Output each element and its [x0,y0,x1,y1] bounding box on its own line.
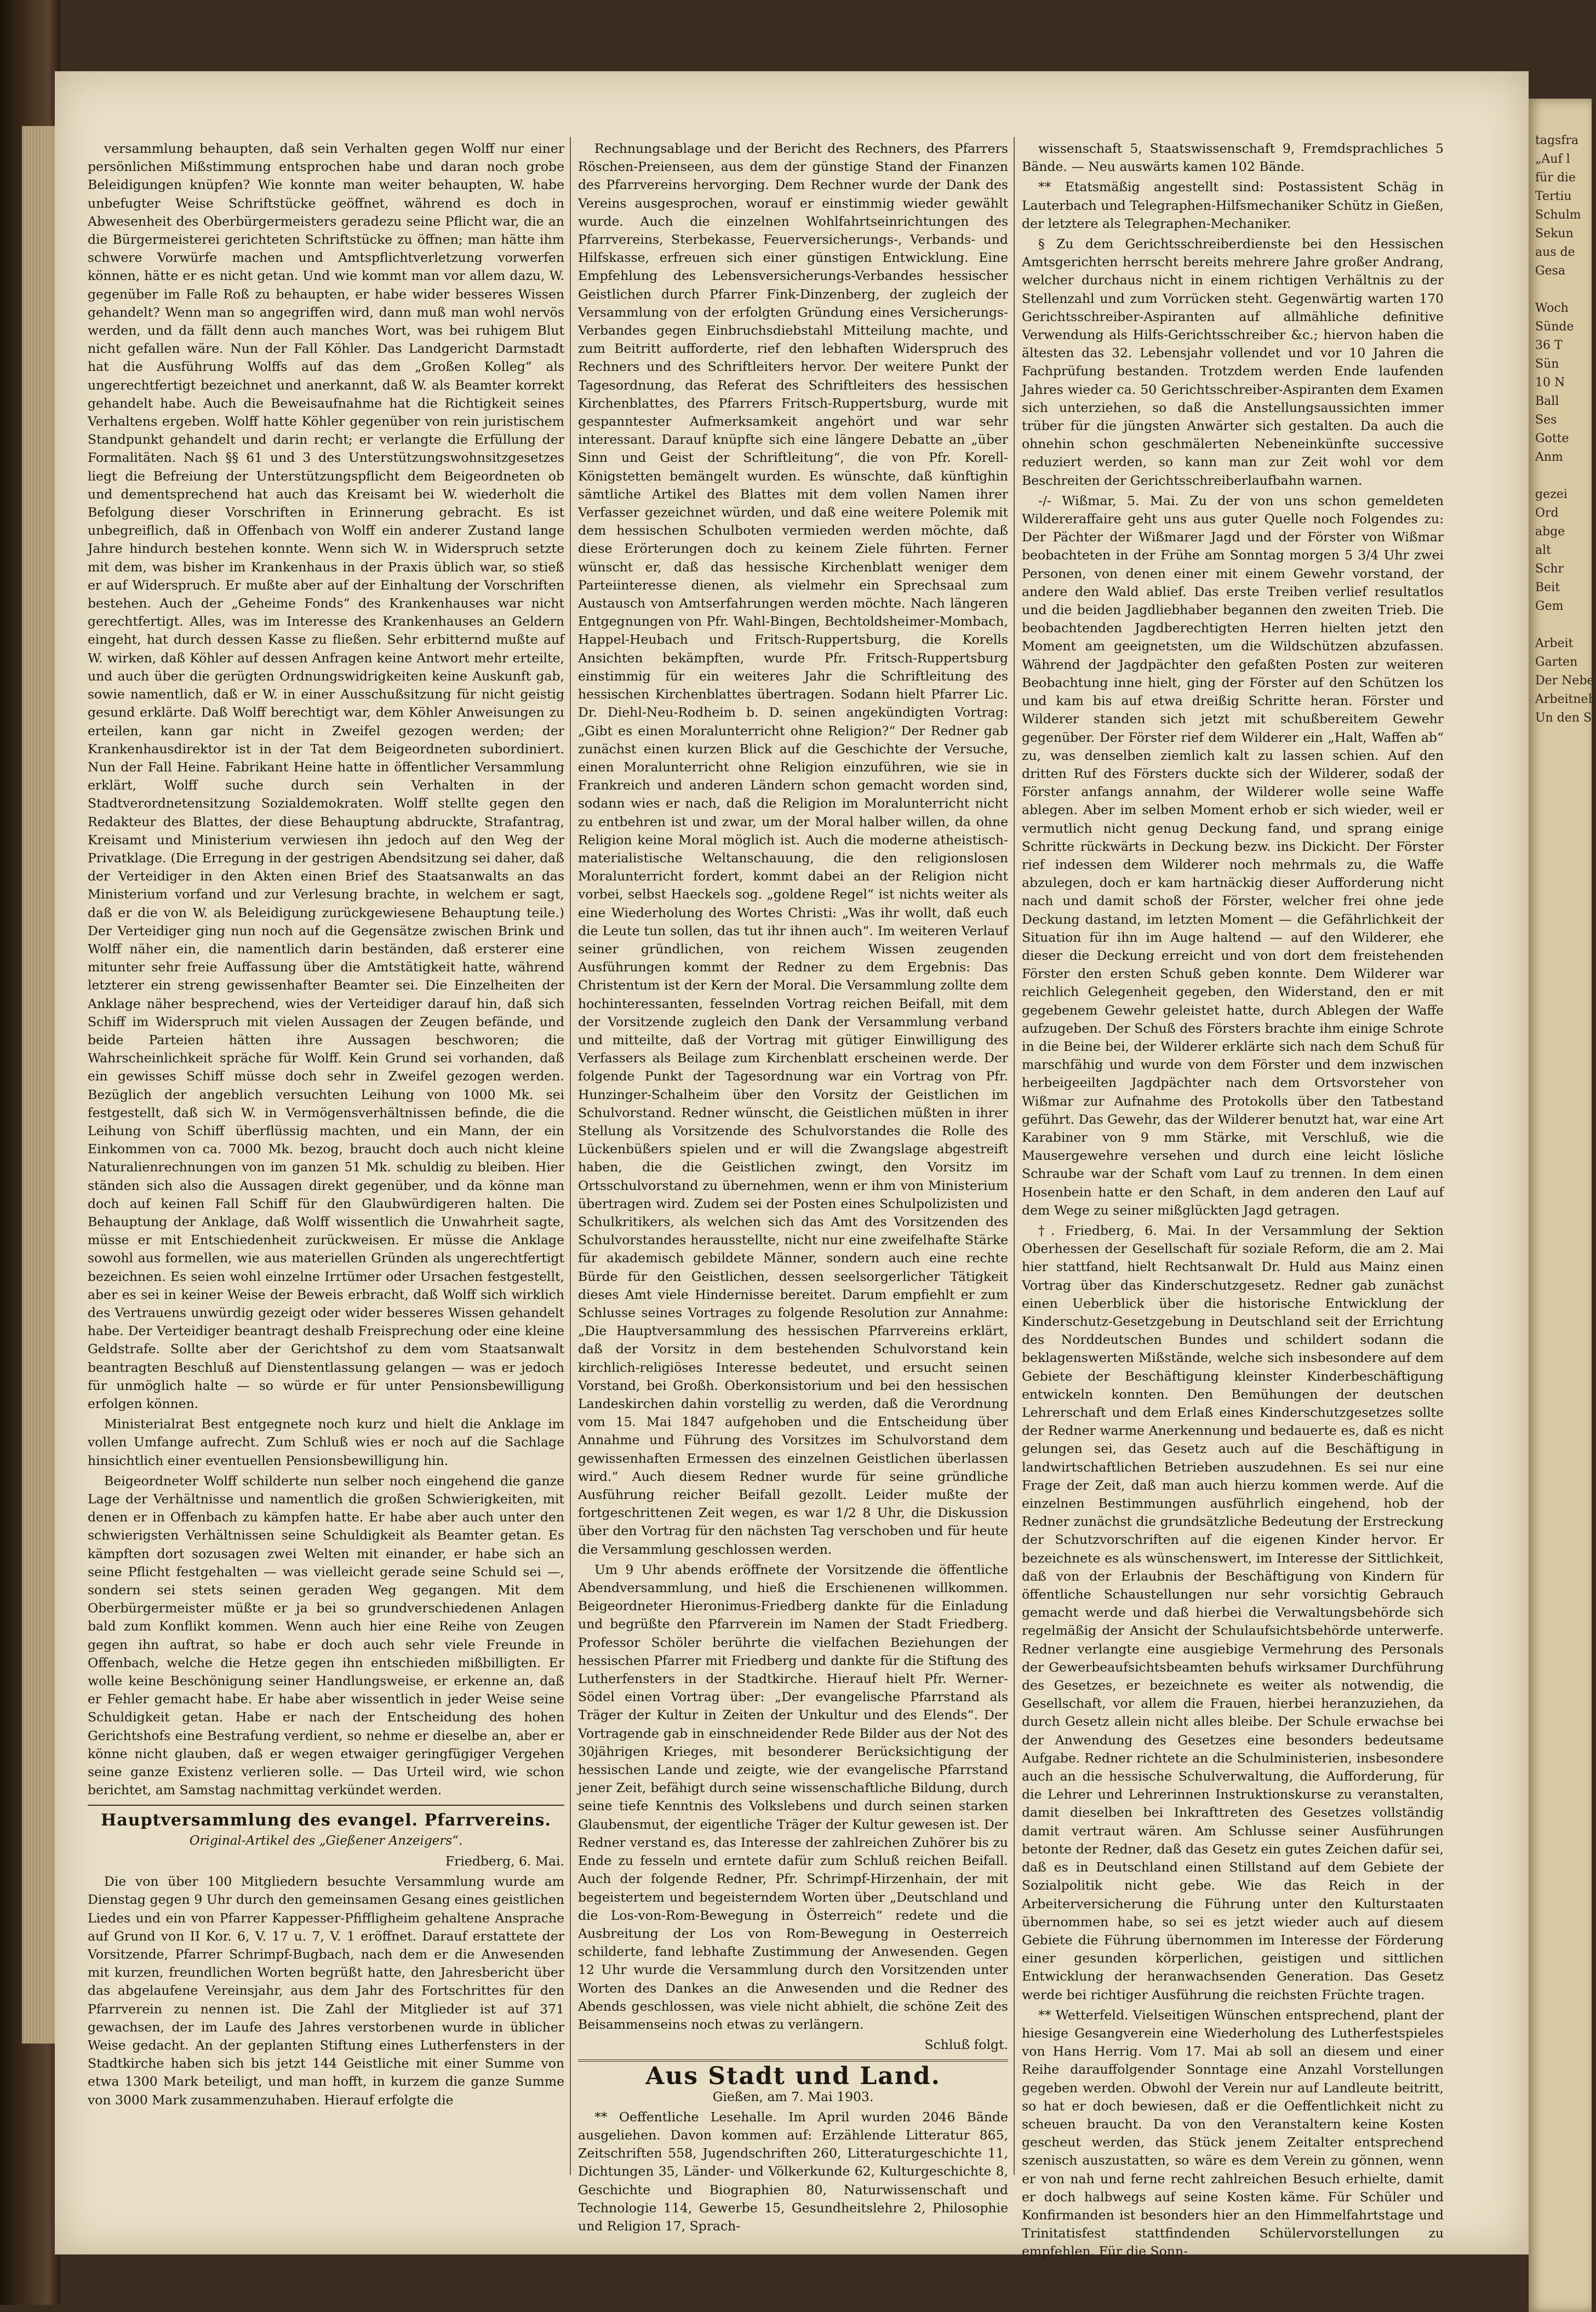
col3-paragraph-3: § Zu dem Gerichtsschreiberdienste bei den Hessischen Amtsgerichten herrscht bereits mehrere Jahre großer Andrang, welcher durchaus nicht in einem richtigen Verhältnis zu der Stellenzahl und zum Vorrücken steht. Gegenwärtig warten 170 Gerichtsschreiber-Aspiranten auf allmähliche definitive Verwendung als Hilfs-Gerichtsschreiber &c.; hiervon haben die ältesten das 32. Lebensjahr vollendet und vor 10 Jahren die Fachprüfung bestanden. Trotzdem werden Ende laufenden Jahres wieder ca. 50 Gerichtsschreiber-Aspiranten dem Examen sich unterziehen, so daß die Anstellungsaussichten immer trüber für die jüngsten Anwärter sich gestalten. Da auch die ohnehin schon geschmälerten Nebeneinkünfte successive reduziert werden, so kann man zur Zeit wohl vor dem Beschreiten der Gerichtsschreiberlaufbahn warnen. [1022,236,1444,488]
next-page-fragment: Ball [1535,394,1559,408]
col1-paragraph-3: Beigeordneter Wolff schilderte nun selber noch eingehend die ganze Lage der Verhältnisse und namentlich die großen Schwierigkeiten, mit denen er in Offenbach zu kämpfen hatte. Er habe aber auch unter den schwierigsten Verhältnissen seine Schuldigkeit als Beamter getan. Es kämpften dort sozusagen zwei Welten mit einander, er habe sich an seine Pflicht festgehalten — was vielleicht gerade seine Schuld sei —, sondern sei stets seinen geraden Weg gegangen. Mit dem Oberbürgermeister müßte er ja bei so grundverschiedenen Anlagen bald zum Konflikt kommen. Wenn auch hier eine Reihe von Zeugen gegen ihn auftrat, so habe er doch auch sehr viele Freunde in Offenbach, welche die Hetze gegen ihn entschieden mißbilligten. Er wolle keine Beschönigung seiner Handlungsweise, er erkenne an, daß er Fehler gemacht habe. Er habe aber wissentlich in jeder Weise seine Schuldigkeit getan. Habe er nach der Entscheidung des hohen Gerichtshofs eine Bestrafung verdient, so nehme er dieselbe an, aber er könne nicht glauben, daß er wegen etwaiger geringfügiger Vergehen seine ganze Existenz verlieren solle. — Das Urteil wird, wie schon berichtet, am Samstag nachmittag verkündet werden. [88,1473,564,1798]
next-page-fragment: Gesa [1535,264,1565,278]
column-rule-2 [1014,137,1015,2175]
col3-paragraph-4: -/- Wißmar, 5. Mai. Zu der von uns schon gemeldeten Wildereraffaire geht uns aus guter Quelle noch Folgendes zu: Der Pächter der Wißmarer Jagd und der Förster von Wißmar beobachteten in der Frühe am Sonntag morgen 5 3/4 Uhr zwei Personen, von denen einer mit einem Gewehr vorstand, der andere den Wald ablief. Das erste Treiben verlief resultatlos und die beiden Jagdliebhaber begannen den zweiten Trieb. Die beobachtenden Jagdberechtigten Herren hielten jetzt den Moment am geeignetsten, um die Wildschützen abzufassen. Während der Jagdpächter den gefaßten Posten zur weiteren Beobachtung inne hielt, ging der Förster auf den Schützen los und kam bis auf etwa dreißig Schritte heran. Förster und Wilderer standen sich jetzt mit schußbereitem Gewehr gegenüber. Der Förster rief dem Wilderer ein „Halt, Waffen ab“ zu, was denselben ziemlich kalt zu lassen schien. Auf den dritten Ruf des Försters duckte sich der Wilderer, sodaß der Förster anfangs annahm, der Wilderer wolle seine Waffe ablegen. Aber im selben Moment erhob er sich wieder, weil er vermutlich nicht genug Deckung fand, und sprang einige Schritte rückwärts in Deckung bezw. ins Dickicht. Der Förster rief indessen dem Wilderer noch mehrmals zu, die Waffe abzulegen, doch er kam hartnäckig dieser Aufforderung nicht nach und damit schoß der Förster, welcher frei ohne jede Deckung dastand, im letzten Moment — die Gefährlichkeit der Situation für ihn im Auge haltend — auf den Wilderer, ehe dieser die Deckung erreicht und von dort dem freistehenden Förster den ersten Schuß geben konnte. Dem Wilderer war reichlich Gelegenheit gegeben, den Widerstand, den er mit gegebenem Gewehr geleistet hatte, durch Ablegen der Waffe aufzugeben. Der Schuß des Försters brachte ihm einige Schrote in die Beine bei, der Wilderer erklärte sich nach dem Schuß für marschfähig und wurde von dem Förster und dem inzwischen herbeigeeilten Jagdpächter nach dem Ortsvorsteher von Wißmar zur Aufnahme des Protokolls über den Tatbestand geführt. Das Gewehr, das der Wilderer benutzt hat, war eine Art Karabiner von 9 mm Stärke, mit Verschluß, wie die Mausergewehre versehen und durch eine leicht lösliche Schraube war der Schaft vom Lauf zu trennen. In dem einen Hosenbein hatte er den Schaft, in dem anderen den Lauf auf dem Wege zu seiner mißglückten Jagd getragen. [1022,493,1444,1218]
next-page-fragment: Schulm [1535,208,1581,222]
col2-paragraph-1: Rechnungsablage und der Bericht des Rechners, des Pfarrers Röschen-Preienseen, aus dem der günstige Stand der Finanzen des Pfarrvereins hervorging. Dem Rechner wurde der Dank des Vereins ausgesprochen, worauf er einstimmig wieder gewählt wurde. Auch die einzelnen Wohlfahrtseinrichtungen des Pfarrvereins, Sterbekasse, Feuerversicherungs-, Verbands- und Hilfskasse, erfreuen sich einer günstigen Entwicklung. Eine Empfehlung des Lebensversicherungs-Verbandes hessischer Geistlichen durch Pfarrer Fink-Dinzenberg, der zugleich der Versammlung von der erfolgten Gründung eines Versicherungs-Verbandes gegen Einbruchsdiebstahl Mitteilung machte, und zum Beitritt aufforderte, rief den lebhaften Widerspruch des Rechners und des Schriftleiters hervor. Der weitere Punkt der Tagesordnung, das Referat des Schriftleiters des hessischen Kirchenblattes, des Pfarrers Fritsch-Ruppertsburg, wurde mit gespanntester Aufmerksamkeit angehört und war sehr interessant. Darauf knüpfte sich eine längere Debatte an „über Sinn und Geist der Schriftleitung“, die von Pfr. Korell-Königstetten bemängelt wurden. Es wünschte, daß künftighin sämtliche Artikel des Blattes mit dem vollen Namen ihrer Verfasser gezeichnet würden, und daß eine weitere Polemik mit dem hessischen Schulboten vermieden werden möchte, daß diese Erörterungen doch zu keinem Ziele führten. Ferner wünscht er, daß das hessische Kirchenblatt weniger dem Parteiinteresse dienen, als vielmehr ein Sprechsaal zum Austausch von Amtserfahrungen werden möchte. Nach längeren Entgegnungen von Pfr. Wahl-Bingen, Bechtoldsheimer-Mombach, Happel-Heubach und Fritsch-Ruppertsburg, die Korells Ansichten bekämpften, wurde Pfr. Fritsch-Ruppertsburg einstimmig für ein weiteres Jahr die Schriftleitung des hessischen Kirchenblattes übertragen. Sodann hielt Pfarrer Lic. Dr. Diehl-Neu-Rodheim b. D. seinen angekündigten Vortrag: „Gibt es einen Moralunterricht ohne Religion?“ Der Redner gab zunächst einen kurzen Blick auf die Geschichte der Versuche, einen Moralunterricht ohne Religion einzuführen, wie sie in Frankreich und anderen Ländern schon gemacht worden sind, sodann wies er nach, daß die Religion im Moralunterricht nicht zu entbehren ist und zwar, um der Moral halber willen, da ohne Religion keine Moral möglich ist. Auch die moderne atheistisch-materialistische Weltanschauung, die den religionslosen Moralunterricht fordert, kommt dabei an der Religion nicht vorbei, selbst Haeckels sog. „goldene Regel“ ist nichts weiter als eine Wiederholung des Wortes Christi: „Was ihr wollt, daß euch die Leute tun sollen, das tut ihr ihnen auch“. Im weiteren Verlauf seiner gründlichen, von reichem Wissen zeugenden Ausführungen kommt der Redner zu dem Ergebnis: Das Christentum ist der Kern der Moral. Die Versammlung zollte dem hochinteressanten, fesselnden Vortrag reichen Beifall, mit dem der Vorsitzende zugleich den Dank der Versammlung verband und mitteilte, daß der Vortrag mit gütiger Einwilligung des Verfassers als Beilage zum Kirchenblatt erscheinen werde. Der folgende Punkt der Tagesordnung war ein Vortrag von Pfr. Hunzinger-Schalheim über den Vorsitz der Geistlichen im Schulvorstand. Redner wünscht, die Geistlichen müßten in ihrer Stellung als Vorsitzende des Schulvorstandes die Rolle des Lückenbüßers spielen und er will die Zwangslage abgestreift haben, die die Geistlichen zwingt, den Vorsitz im Ortsschulvorstand zu übernehmen, wenn er ihm von Ministerium übertragen wird. Zudem sei der Posten eines Schulpolizisten und Schulkritikers, als welchen sich das Amt des Vorsitzenden des Schulvorstandes herausstellte, nicht nur eine zweifelhafte Stärke für akademisch gebildete Männer, sondern auch eine rechte Bürde für den Geistlichen, dessen seelsorgerlicher Tätigkeit dieses Amt viele Hindernisse bereitet. Darum empfiehlt er zum Schlusse seines Vortrages zu folgende Resolution zur Annahme: „Die Hauptversammlung des hessischen Pfarrvereins erklärt, daß der Vorsitz in dem bestehenden Schulvorstand kein kirchlich-religiöses Interesse bedeutet, und ersucht seinen Vorstand, bei Großh. Oberkonsistorium und bei den hessischen Landeskirchen dahin vorstellig zu werden, daß die Verordnung vom 15. Mai 1847 aufgehoben und die Entscheidung über Annahme und Führung des Vorsitzes im Schulvorstand dem gewissenhaften Ermessen des einzelnen Geistlichen überlassen wird.“ Auch diesem Redner wurde für seine gründliche Ausführung reicher Beifall gezollt. Leider mußte der fortgeschrittenen Zeit wegen, es war 1/2 8 Uhr, die Diskussion über den Vortrag für den nächsten Tag verschoben und für heute die Versammlung geschlossen werden. [578,141,1008,1557]
col1-last-paragraph: Die von über 100 Mitgliedern besuchte Versammlung wurde am Dienstag gegen 9 Uhr durch den gemeinsamen Gesang eines geistlichen Liedes und ein von Pfarrer Kappesser-Pfiffligheim gehaltene Ansprache auf Grund von II Kor. 6, V. 17 u. 7, V. 1 eröffnet. Darauf erstattete der Vorsitzende, Pfarrer Schrimpf-Bugbach, nach dem er die Anwesenden mit kurzen, freundlichen Worten begrüßt hatte, den Jahresbericht über das abgelaufene Vereinsjahr, aus dem Jahr des Fortschrittes für den Pfarrverein zu nennen ist. Die Zahl der Mitglieder ist auf 371 gewachsen, der im Laufe des Jahres verstorbenen wurde in üblicher Weise gedacht. An der geplanten Stiftung eines Lutherfensters in der Stadtkirche haben sich bis jetzt 144 Geistliche mit einer Summe von etwa 1300 Mark beteiligt, und man hofft, in kurzem die ganze Summe von 3000 Mark zusammenzuhaben. Hierauf erfolgte die [88,1874,564,2108]
next-page-fragment: Gem [1535,599,1564,613]
next-page-fragment: Sekun [1535,227,1574,241]
col3-paragraph-6: ** Wetterfeld. Vielseitigen Wünschen entsprechend, plant der hiesige Gesangverein eine Wiederholung des Lutherfestspieles von Hans Herrig. Vom 17. Mai ab soll an diesem und einer Reihe darauffolgender Sonntage eine Anzahl Vorstellungen gegeben werden. Obwohl der Verein nur auf Landleute beitritt, so hat er doch bewiesen, daß er die Oeffentlichkeit nicht zu scheuen braucht. Da von den Veranstaltern keine Kosten gescheut werden, das Stück jenem Zeitalter entsprechend szenisch auszustatten, so wäre es dem Verein zu gönnen, wenn er von nah und ferne recht zahlreichen Besuch erhielte, damit er doch halbwegs auf seine Kosten käme. Für Schüler und Konfirmanden ist besonders hier an den Himmelfahrtstage und Trinitatisfest stattfindenden Schülervorstellungen zu empfehlen. Für die Sonn- [1022,2007,1444,2259]
next-page-fragment: abge [1535,525,1565,539]
next-page-fragment: Anm [1535,450,1563,464]
next-page-fragment [1529,616,1592,634]
col3-paragraph-2: ** Etatsmäßig angestellt sind: Postassistent Schäg in Lauterbach und Telegraphen-Hilfsmechaniker Schütz in Gießen, der letztere als Telegraphen-Mechaniker. [1022,179,1444,231]
next-page-fragment: 36 T [1535,339,1563,352]
separator [88,1805,564,1806]
next-page-fragment: Ord [1535,506,1559,520]
next-page-fragment: „Auf l [1535,152,1570,166]
next-page-fragment: Woch [1535,301,1569,315]
col3-paragraph-1: wissenschaft 5, Staatswissenschaft 9, Fremdsprachliches 5 Bände. — Neu auswärts kamen 102 Bände. [1022,141,1444,175]
next-page-fragment: tagsfra [1535,134,1579,147]
column-2 [578,140,1008,2234]
continued-note: Schluß folgt. [924,2037,1008,2053]
section-heading-stadt-land: Aus Stadt und Land. [645,2062,941,2091]
next-page-fragment [1529,281,1592,299]
next-page-fragment: Un den S [1535,711,1592,725]
next-page-fragment: Beit [1535,581,1560,594]
next-page-fragment: Arbeit [1535,637,1574,650]
next-page-fragment: Der Nebe [1535,674,1594,688]
next-page-fragment [1529,467,1592,485]
next-page-fragment: 10 N [1535,376,1565,390]
next-page-fragment: Schr [1535,562,1564,576]
col1-paragraph-1: versammlung behaupten, daß sein Verhalten gegen Wolff nur einer persönlichen Mißstimmung entsprochen habe und daran noch grobe Beleidigungen knüpfen? Wie konnte man weiter behaupten, W. habe unbefugter Weise Schriftstücke geöffnet, während es doch in Abwesenheit des Oberbürgermeisters geradezu seine Pflicht war, die an die Bürgermeisterei gerichteten Schriftstücke zu öffnen; man hätte ihm schwere Vorwürfe machen und Amtspflichtverletzung vorwerfen können, hätte er es nicht getan. Und wie kommt man vor allem dazu, W. gegenüber im Falle Roß zu behaupten, er habe wider besseres Wissen gehandelt? Wenn man so angegriffen wird, dann muß man wohl nervös werden, und da fällt denn auch manches Wort, was bei ruhigem Blut nicht gefallen wäre. Nun der Fall Köhler. Das Landgericht Darmstadt hat die Ausführung Wolffs auf das dem „Großen Kolleg“ als ungerechtfertigt bezeichnet und anerkannt, daß W. als Beamter korrekt gehandelt habe. Auch die Beweisaufnahme hat die Richtigkeit seines Verhaltens ergeben. Wolff hatte Köhler gegenüber von rein juristischem Standpunkt gehandelt und darin recht; er verlangte die Erfüllung der Formalitäten. Nach §§ 61 und 3 des Unterstützungswohnsitzgesetzes liegt die Befreiung der Unterstützungspflicht dem Beigeordneten ob und dementsprechend hat auch das Kreisamt bei W. wiederholt die Befolgung dieser Vorschriften in Erinnerung gebracht. Es ist unbegreiflich, daß in Offenbach von Wolff ein anderer Zustand lange Jahre hindurch bestehen konnte. Wenn sich W. in Widerspruch setzte mit dem, was bisher im Krankenhaus in der Praxis üblich war, so stieß er auf Widerspruch. Er mußte aber auf der Einhaltung der Vorschriften bestehen. Auch der „Geheime Fonds“ des Krankenhauses war nicht gerechtfertigt. Alles, was im Interesse des Krankenhauses an Geldern eingeht, hat durch dessen Kasse zu fließen. Sehr erbitternd mußte auf W. wirken, daß Köhler auf dessen Anfragen keine Antwort mehr erteilte, und auch über die gerügten Ordnungswidrigkeiten keine Auskunft gab, sowie namentlich, daß er W. in einer Ausschußsitzung für nicht geistig gesund erklärte. Daß Wolff berechtigt war, dem Köhler Anweisungen zu erteilen, kann gar nicht in Zweifel gezogen werden; der Krankenhausdirektor ist in der Tat dem Beigeordneten subordiniert. Nun der Fall Heine. Fabrikant Heine hatte in öffentlicher Versammlung erklärt, Wolff suche durch sein Verhalten in der Stadtverordnetensitzung Sozialdemokraten. Wolff stellte gegen den Redakteur des Blattes, der diese Behauptung abdruckte, Strafantrag, Kreisamt und Ministerium verwiesen ihn jedoch auf den Weg der Privatklage. (Die Erregung in der gestrigen Abendsitzung sei daher, daß der Verteidiger in den Akten einen Brief des Staatsanwalts an das Ministerium vorfand und zur Verlesung brachte, in welchem er sagt, daß er die von W. als Beleidigung zurückgewiesene Behauptung teile.) Der Verteidiger ging nun noch auf die Gegensätze zwischen Brink und Wolff näher ein, die namentlich darin beständen, daß ersterer eine mitunter sehr freie Auffassung über die Amtstätigkeit hatte, während letzterer ein streng gewissenhafter Beamter sei. Die Einzelheiten der Anklage näher besprechend, wies der Verteidiger darauf hin, daß sich Schiff im Widerspruch mit vielen Aussagen der Zeugen befände, und beide Parteien hätten ihre Aussagen beschworen; die Wahrscheinlichkeit spräche für Wolff. Kein Grund sei vorhanden, daß ein gewisses Schiff müsse doch sehr in Zweifel gezogen werden. Bezüglich der angeblich versuchten Leihung von 1000 Mk. sei festgestellt, daß sich W. in Vermögensverhältnissen befinde, die die Leihung von Schiff überflüssig machten, und ein Mann, der ein Einkommen von ca. 7000 Mk. bezog, braucht doch auch nicht kleine Naturalienrechnungen von im ganzen 51 Mk. schuldig zu bleiben. Hier ständen sich also die Aussagen direkt gegenüber, und da könne man doch auf keinen Fall Schiff für den Glaubwürdigeren halten. Die Behauptung der Anklage, daß Wolff wissentlich die Unwahrheit sagte, müsse er mit Entschiedenheit zurückweisen. Er müsse die Anklage sowohl aus formellen, wie aus materiellen Gründen als ungerechtfertigt bezeichnen. Es seien wohl einzelne Irrtümer oder Ursachen festgestellt, aber es sei in keiner Weise der Beweis erbracht, daß Wolff sich wirklich des Vertrauens unwürdig gezeigt oder wider besseres Wissen gehandelt habe. Der Verteidiger beantragt deshalb Freisprechung oder eine kleine Geldstrafe. Sollte aber der Gerichtshof zu dem vom Staatsanwalt beantragten Beschluß auf Dienstentlassung gelangen — was er jedoch für unmöglich halte — so würde er für unter Pensionsbewilligung erfolgen können. [88,141,564,1412]
next-page-fragment: für die [1535,171,1576,185]
article-heading-pfarrverein: Hauptversammlung des evangel. Pfarrvereins. [101,1811,551,1830]
column-1 [88,140,564,2172]
next-page-fragment: Sün [1535,357,1559,371]
col3-paragraph-5: †. Friedberg, 6. Mai. In der Versammlung der Sektion Oberhessen der Gesellschaft für soziale Reform, die am 2. Mai hier stattfand, hielt Rechtsanwalt Dr. Huld aus Mainz einen Vortrag über das Kinderschutzgesetz. Redner gab zunächst einen Ueberblick über die historische Entwicklung der Kinderschutz-Gesetzgebung in Deutschland seit der Errichtung des Norddeutschen Bundes und schildert sodann die beklagenswerten Mißstände, welche sich insbesondere auf dem Gebiete der Beschäftigung kleinster Kinderbeschäftigung entwickeln konnten. Den Bemühungen der deutschen Lehrerschaft und dem Erlaß eines Kinderschutzgesetzes sollte der Redner warme Anerkennung und bedauerte es, daß es nicht gelungen sei, das Gesetz auch auf die Beschäftigung in landwirtschaftlichen Betrieben auszudehnen. Es sei nur eine Frage der Zeit, daß man auch hierzu kommen werde. Auf die einzelnen Bestimmungen ausführlich eingehend, hob der Redner zunächst die grundsätzliche Bedeutung der Erstreckung der Schutzvorschriften auf die eigenen Kinder hervor. Er bezeichnete es als wünschenswert, im Interesse der Sittlichkeit, daß von der Erlaubnis der Beschäftigung von Kindern für öffentliche Schaustellungen nur sehr vorsichtig Gebrauch gemacht werde und daß hierbei die Verwaltungsbehörde sich regelmäßig der Ansicht der Schulaufsichtsbehörde unterwerfe. Redner verlangte eine ausgiebige Vermehrung des Personals der Gewerbeaufsichtsbeamten behufs wirksamer Durchführung des Gesetzes, er bezeichnete es weiter als notwendig, die Gesellschaft, vor allem die Frauen, hierbei heranzuziehen, da durch Gesetz allein nicht alles bleibe. Der Schule erwachse bei der Anwendung des Gesetzes eine besonders bedeutsame Aufgabe. Redner richtete an die Schulministerien, insbesondere auch an die hessische Schulverwaltung, die Aufforderung, für die Lehrer und Lehrerinnen Instruktionskurse zu veranstalten, damit dieselben bei Inkrafttreten des Gesetzes vollständig damit vertraut wären. Am Schlusse seiner Ausführungen betonte der Redner, daß das Gesetz ein gutes Zeichen dafür sei, daß es in Deutschland einen Stillstand auf dem Gebiete der Sozialpolitik nicht gebe. Wie das Reich in der Arbeiterversicherung die Führung unter den Kulturstaaten übernommen habe, so sei es jetzt wieder auch auf diesem Gebiete die Führung übernommen im Interesse der Förderung einer gesunden körperlichen, geistigen und sittlichen Entwicklung der heranwachsenden Generation. Das Gesetz werde bei richtiger Ausführung die reichsten Früchte tragen. [1022,1222,1444,2002]
column-3 [1022,140,1444,2259]
next-page-fragment: Gotte [1535,432,1569,445]
next-page-fragment: alt [1535,543,1551,557]
column-rule-1 [570,137,571,2175]
next-page-fragment: aus de [1535,245,1575,259]
col2-paragraph-2: Um 9 Uhr abends eröffnete der Vorsitzende die öffentliche Abendversammlung, und hieß die Erschienenen willkommen. Beigeordneter Hieronimus-Friedberg dankte für die Einladung und begrüßte den Pfarrverein im Namen der Stadt Friedberg. Professor Schöler berührte die vielfachen Beziehungen der hessischen Pfarrer mit Friedberg und dankte für die Stiftung des Lutherfensters in der Stadtkirche. Hierauf hielt Pfr. Werner-Södel einen Vortrag über: „Der evangelische Pfarrstand als Träger der Kultur in Zeiten der Unkultur und des Elends“. Der Vortragende gab in einschneidender Rede Bilder aus der Not des 30jährigen Krieges, mit besonderer Berücksichtigung der hessischen Lande und zeigte, wie der evangelische Pfarrstand jener Zeit, befähigt durch seine wissenschaftliche Bildung, durch seine tiefe Kenntnis des Volkslebens und durch seinen starken Glaubensmut, der eigentliche Träger der Kultur gewesen ist. Der Redner verstand es, das Interesse der zahlreichen Zuhörer bis zu Ende zu fesseln und erntete dafür zum Schluß reichen Beifall. Auch der folgende Redner, Pfr. Schrimpf-Hirzenhain, der mit begeistertem und begeisterndem Worten über „Deutschland und die Los-von-Rom-Bewegung in Österreich“ redete und die Ausbreitung der Los von Rom-Bewegung in Oesterreich schilderte, fand lebhafte Zustimmung der Anwesenden. Gegen 12 Uhr wurde die Versammlung durch den Vorsitzenden unter Worten des Dankes an die Anwesenden und die Redner des Abends geschlossen, was viele nicht abhielt, die schöne Zeit des Beisammenseins noch etwas zu verlängern. [578,1561,1008,2032]
article-subheading: Original-Artikel des „Gießener Anzeigers“. [189,1833,463,1848]
col2-last-paragraph: ** Oeffentliche Lesehalle. Im April wurden 2046 Bände ausgeliehen. Davon kommen auf: Erzählende Litteratur 865, Zeitschriften 558, Jugendschriften 260, Litteraturgeschichte 11, Dichtungen 35, Länder- und Völkerkunde 62, Kulturgeschichte 8, Geschichte und Biographien 80, Naturwissenschaft und Technologie 114, Gewerbe 15, Gesundheitslehre 2, Philosophie und Religion 17, Sprach- [578,2109,1008,2234]
next-page-fragment: Garten [1535,655,1578,669]
dateline-giessen: Gießen, am 7. Mai 1903. [712,2088,874,2104]
col1-paragraph-2: Ministerialrat Best entgegnete noch kurz und hielt die Anklage im vollen Umfange aufrecht. Zum Schluß wies er noch auf die Sachlage hinsichtlich einer eventuellen Pensionsbewilligung hin. [88,1416,564,1468]
section-separator [578,2059,1008,2062]
next-page-edge [1529,99,1596,2312]
next-page-fragment: gezei [1535,488,1568,501]
next-page-fragment: Arbeitneh [1535,693,1596,706]
dateline-friedberg: Friedberg, 6. Mai. [445,1853,564,1869]
next-page-fragment: Ses [1535,413,1557,427]
next-page-fragment: Tertiu [1535,190,1572,203]
next-page-fragment: Sünde [1535,320,1574,334]
